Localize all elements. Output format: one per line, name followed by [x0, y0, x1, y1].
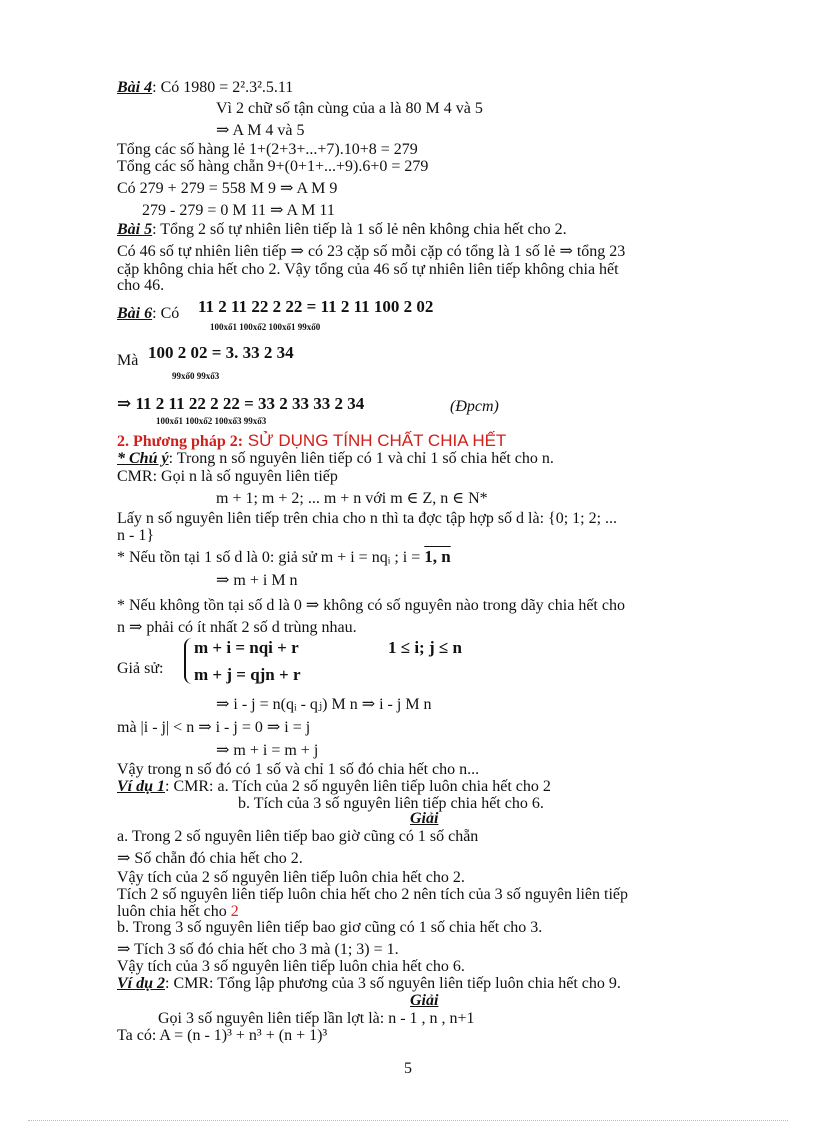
chuy-line7: ⇒ m + i M n	[216, 572, 298, 589]
bai4-line7: 279 - 279 = 0 M 11 ⇒ A M 11	[142, 202, 335, 219]
vidu2-line3: Ta có: A = (n - 1)³ + n³ + (n + 1)³	[117, 1027, 328, 1044]
system-eq1: m + i = nqi + r	[194, 638, 299, 657]
vidu1-line3: a. Trong 2 số nguyên liên tiếp bao giờ cũng có 1 số chẵn	[117, 828, 479, 845]
bai6-row3: ⇒ 11 2 11 22 2 22 = 33 2 33 33 2 34	[117, 394, 365, 413]
vidu1-label: Ví dụ 1	[117, 778, 166, 795]
vidu1-line8: b. Trong 3 số nguyên liên tiếp bao giơ cũng có 1 số chia hết cho 3.	[117, 919, 543, 936]
bai5-line3: cặp không chia hết cho 2. Vậy tổng của 46 số tự nhiên liên tiếp không chia hết	[117, 261, 619, 278]
vidu2-line2: Gọi 3 số nguyên liên tiếp lần lợt là: n - 1 , n , n+1	[158, 1010, 475, 1027]
bai6-row2-sub: 99xố0 99xố3	[172, 371, 220, 381]
bai6-line1: Bài 6: Có	[117, 305, 180, 322]
chuy-line12: ⇒ m + i = m + j	[216, 742, 319, 759]
chuy-line6: * Nếu tồn tại 1 số d là 0: giả sử m + i = nqᵢ ; i = 1, n	[117, 547, 451, 566]
vidu1-line2: b. Tích của 3 số nguyên liên tiếp chia hết cho 6.	[238, 795, 544, 812]
bai6-row3-sub: 100xố1 100xố2 100xố3 99xố3	[156, 416, 267, 426]
bai6-label: Bài 6	[117, 305, 153, 322]
bai4-line4: Tổng các số hàng lẻ 1+(2+3+...+7).10+8 = 279	[117, 141, 418, 158]
system-condition: 1 ≤ i; j ≤ n	[388, 638, 462, 657]
chuy-line11: mà |i - j| < n ⇒ i - j = 0 ⇒ i = j	[117, 719, 311, 736]
chuy-line9: n ⇒ phải có ít nhất 2 số d trùng nhau.	[117, 619, 357, 636]
vidu2-line1: Ví dụ 2: CMR: Tổng lập phương của 3 số nguyên liên tiếp luôn chia hết cho 9.	[117, 975, 621, 992]
page-bottom-divider	[28, 1120, 788, 1121]
chuy-line4: Lấy n số nguyên liên tiếp trên chia cho n thì ta đợc tập hợp số d là: {0; 1; 2; ...	[117, 510, 618, 527]
bai5-line2: Có 46 số tự nhiên liên tiếp ⇒ có 23 cặp số mỗi cặp có tổng là 1 số lẻ ⇒ tổng 23	[117, 243, 626, 260]
vidu1-line10: Vậy tích của 3 số nguyên liên tiếp luôn chia hết cho 6.	[117, 958, 465, 975]
vidu1-line5: Vậy tích của 2 số nguyên liên tiếp luôn chia hết cho 2.	[117, 869, 465, 886]
chuy-line8: * Nếu không tồn tại số d là 0 ⇒ không có số nguyên nào trong dãy chia hết cho	[117, 597, 625, 614]
chuy-line1: * Chú ý: Trong n số nguyên liên tiếp có 1 và chỉ 1 số chia hết cho n.	[117, 450, 554, 467]
bai5-line4: cho 46.	[117, 277, 165, 294]
bai6-row1-sub: 100xố1 100xố2 100xố1 99xố0	[210, 322, 321, 332]
chuy-label: * Chú ý	[117, 450, 169, 467]
system-eq2: m + j = qjn + r	[194, 665, 301, 684]
vidu1-line9: ⇒ Tích 3 số đó chia hết cho 3 mà (1; 3) = 1.	[117, 941, 399, 958]
vidu1-line4: ⇒ Số chẵn đó chia hết cho 2.	[117, 850, 303, 867]
bai4-line5: Tổng các số hàng chẵn 9+(0+1+...+9).6+0 = 279	[117, 158, 429, 175]
system-brace	[184, 638, 194, 684]
bai4-line6: Có 279 + 279 = 558 M 9 ⇒ A M 9	[117, 180, 338, 197]
bai4-label: Bài 4	[117, 79, 153, 96]
page-number: 5	[404, 1060, 412, 1077]
chuy-gia-su: Giả sử:	[117, 660, 164, 677]
bai5-label: Bài 5	[117, 221, 153, 238]
bai6-ma: Mà	[117, 352, 139, 369]
vidu1-line1: Ví dụ 1: CMR: a. Tích của 2 số nguyên liên tiếp luôn chia hết cho 2	[117, 778, 551, 795]
chuy-line5: n - 1}	[117, 527, 155, 544]
chuy-line2: CMR: Gọi n là số nguyên liên tiếp	[117, 468, 338, 485]
vidu2-label: Ví dụ 2	[117, 975, 166, 992]
chuy-line10: ⇒ i - j = n(qᵢ - qⱼ) M n ⇒ i - j M n	[216, 696, 432, 713]
chuy-line3: m + 1; m + 2; ... m + n với m ∈ Z, n ∈ N*	[216, 490, 488, 507]
vidu1-giai: Giải	[410, 810, 439, 827]
bai4-line2: Vì 2 chữ số tận cùng của a là 80 M 4 và 5	[216, 100, 483, 117]
vidu2-giai: Giải	[410, 992, 439, 1009]
chuy-line13: Vậy trong n số đó có 1 số và chỉ 1 số đó chia hết cho n...	[117, 761, 480, 778]
bai6-dpcm: (Đpcm)	[450, 398, 499, 415]
vidu1-line7: luôn chia hết cho 2	[117, 903, 239, 920]
bai4-line1: Bài 4: Có 1980 = 2².3².5.11	[117, 79, 294, 96]
bai4-line3: ⇒ A M 4 và 5	[216, 122, 305, 139]
bai5-line1: Bài 5: Tổng 2 số tự nhiên liên tiếp là 1 số lẻ nên không chia hết cho 2.	[117, 221, 567, 238]
bai6-row2: 100 2 02 = 3. 33 2 34	[148, 343, 294, 362]
bai6-row1: 11 2 11 22 2 22 = 11 2 11 100 2 02	[198, 297, 434, 316]
section2-heading: 2. Phương pháp 2: SỬ DỤNG TÍNH CHẤT CHIA HẾT	[117, 431, 507, 450]
vidu1-line6: Tích 2 số nguyên liên tiếp luôn chia hết cho 2 nên tích của 3 số nguyên liên tiếp	[117, 886, 628, 903]
